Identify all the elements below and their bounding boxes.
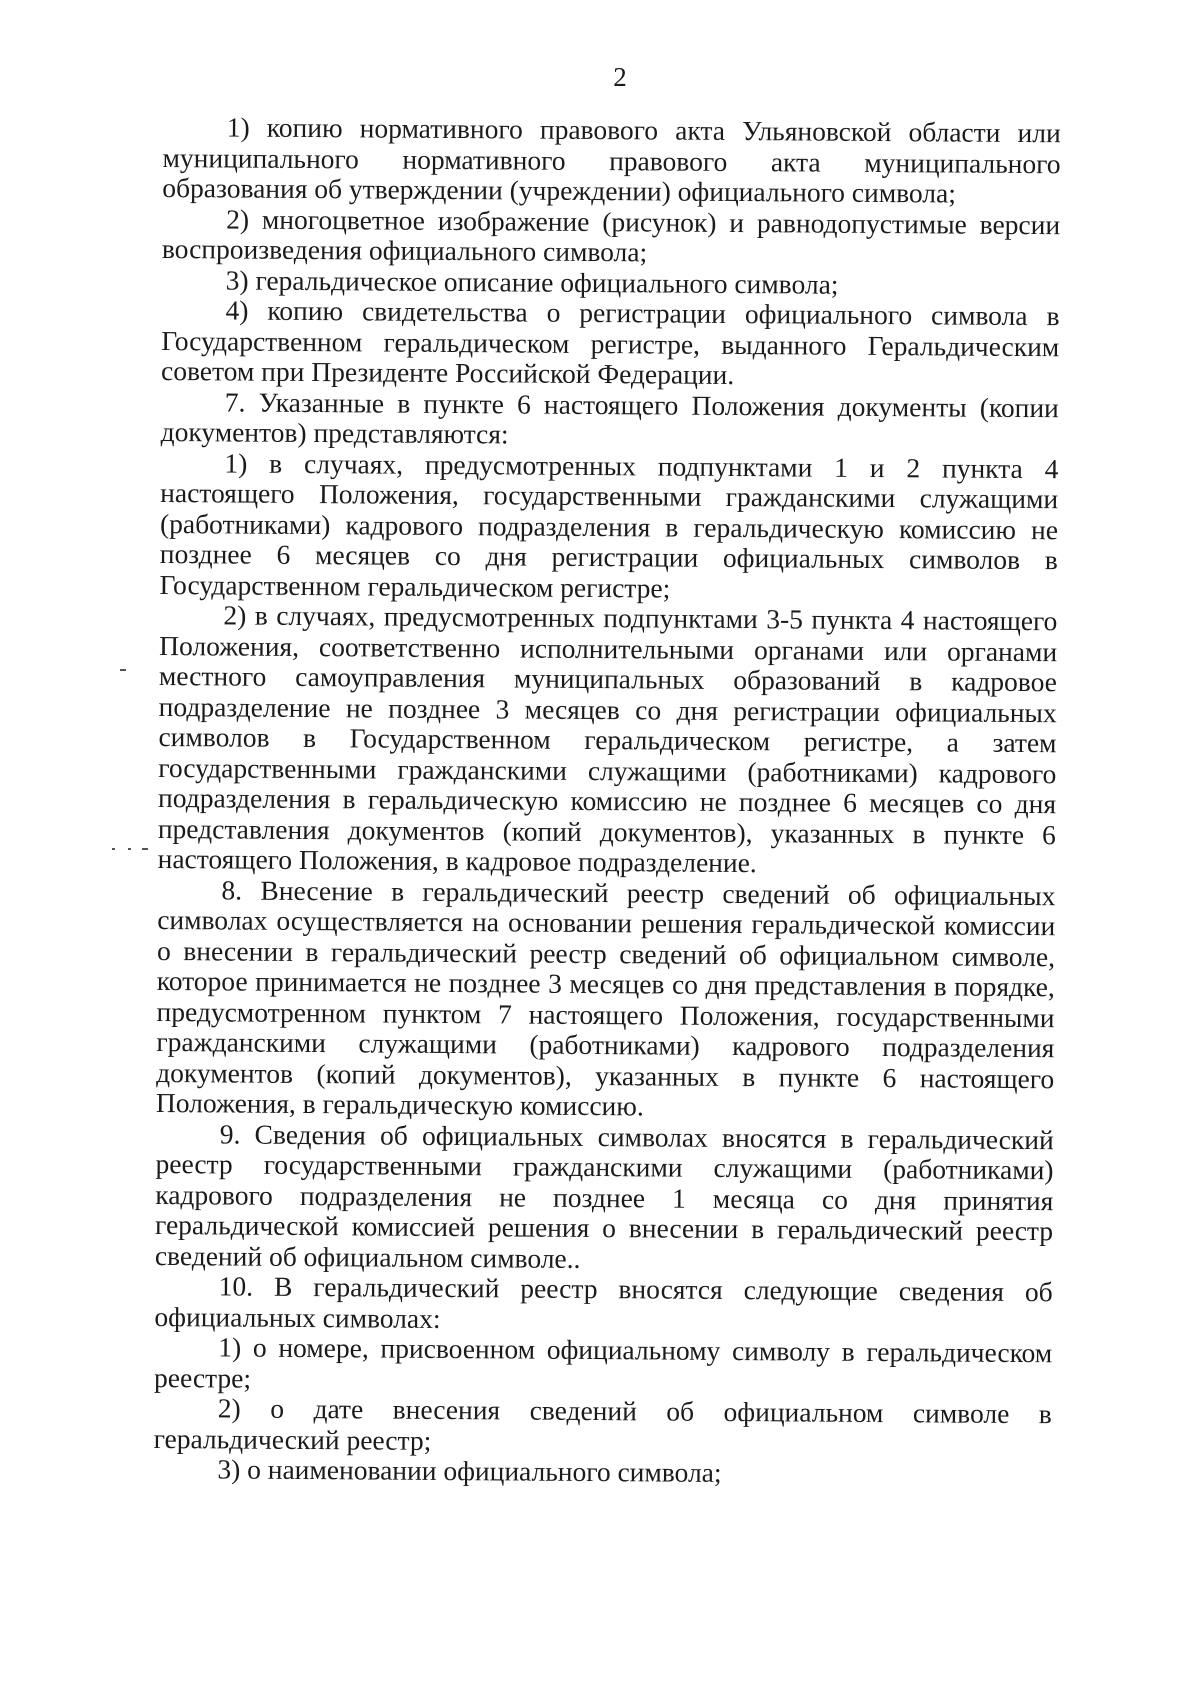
paragraph: 1) в случаях, предусмотренных подпунктами 1 и 2 пункта 4 настоящего Положения, государственными гражданскими служащими (работниками) кадрового подразделения в геральдическую комиссию не позднее 6 месяцев со дня регистрации официальных символов в Государственном геральдическом регистре; <box>159 446 1059 604</box>
paragraph: 10. В геральдический реестр вносятся следующие сведения об официальных символах: <box>154 1270 1053 1334</box>
paragraph: 3) геральдическое описание официального символа; <box>225 263 839 300</box>
scan-artifact-mark <box>112 848 115 850</box>
paragraph: 9. Сведения об официальных символах вносятся в геральдический реестр государственными гражданскими служащими (работниками) кадрового подразделения не позднее 1 месяца со дня принятия геральдической комиссией решения о внесении в геральдический реестр сведений об официальном символе.. <box>154 1117 1054 1274</box>
scan-artifact-mark <box>128 848 131 850</box>
paragraph: 2) о дате внесения сведений об официальном символе в геральдический реестр; <box>153 1392 1052 1456</box>
paragraph: 1) о номере, присвоенном официальному символу в геральдическом реестре; <box>153 1331 1053 1394</box>
paragraph: 7. Указанные в пункте 6 настоящего Положения документы (копии документов) представляются: <box>160 385 1059 450</box>
paragraph: 1) копию нормативного правового акта Ульяновской области или муниципального нормативного правового акта муниципального образования об утверждении (учреждении) официального символа; <box>162 111 1061 209</box>
paragraph: 2) в случаях, предусмотренных подпунктами 3-5 пункта 4 настоящего Положения, соответственно исполнительными органами или органами местного самоуправления муниципальных образований в кадровое подразделение не позднее 3 месяцев со дня регистрации официальных символов в Государственном геральдическом регистре, а затем государственными гражданскими служащими (работниками) кадрового подразделения в геральдическую комиссию не позднее 6 месяцев со дня представления документов (копий документов), указанных в пункте 6 настоящего Положения, в кадровое подразделение. <box>157 599 1058 879</box>
paragraph: 8. Внесение в геральдический реестр сведений об официальных символах осуществляется на основании решения геральдической комиссии о внесении в геральдический реестр сведений об официальном символе, которое принимается не позднее 3 месяцев со дня представления в порядке, предусмотренном пунктом 7 настоящего Положения, государственными гражданскими служащими (работниками) кадрового подразделения документов (копий документов), указанных в пункте 6 настоящего Положения, в геральдическую комиссию. <box>155 873 1056 1122</box>
paragraph: 3) о наименовании официального символа; <box>217 1453 722 1488</box>
scan-artifact-mark <box>120 669 126 671</box>
paragraph: 2) многоцветное изображение (рисунок) и равнодопустимые версии воспроизведения официального символа; <box>161 202 1061 268</box>
paragraph: 4) копию свидетельства о регистрации официального символа в Государственном геральдическом регистре, выданного Геральдическим советом при Президенте Российской Федерации. <box>160 294 1060 390</box>
document-body <box>153 97 1061 1491</box>
scan-artifact-mark <box>142 848 148 850</box>
page-number: 2 <box>613 62 627 92</box>
